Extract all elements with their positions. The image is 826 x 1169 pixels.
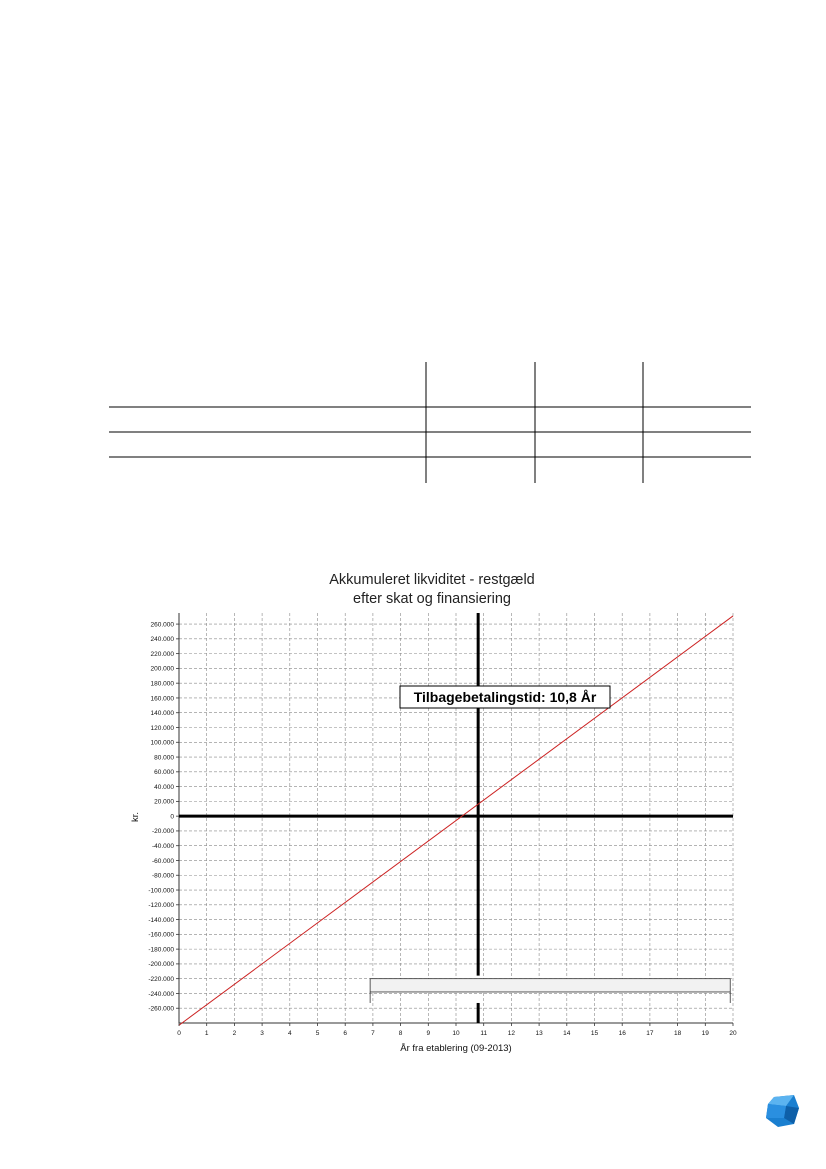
x-tick-label: 2 [232,1030,237,1037]
chart-title-line-2: efter skat og finansiering [353,591,511,607]
x-tick-label: 1 [204,1030,209,1037]
x-tick-label: 6 [343,1030,348,1037]
chart-annotation [400,686,610,708]
y-tick-label: -120.000 [148,902,174,910]
y-axis-label: kr. [130,811,141,823]
y-tick-label: 260.000 [150,621,174,629]
x-tick-label: 20 [729,1030,737,1037]
x-tick-label: 0 [177,1030,181,1037]
x-tick-label: 19 [701,1030,709,1037]
company-logo-icon [764,1094,800,1130]
legend-box [370,979,730,992]
chart-legend [370,979,730,1003]
chart-title-line-1: Akkumuleret likviditet - restgæld [329,572,535,588]
x-tick-label: 8 [398,1030,403,1037]
y-tick-label: 0 [170,813,174,821]
x-tick-label: 16 [618,1030,626,1037]
x-tick-label: 17 [646,1030,654,1037]
x-axis-label: År fra etablering (09-2013) [400,1043,512,1054]
y-tick-label: -140.000 [148,916,174,924]
payback-annotation-text: Tilbagebetalingstid: 10,8 År [413,689,597,705]
y-tick-label: 140.000 [150,710,174,718]
chart-tick-labels [148,621,737,1037]
y-tick-label: 20.000 [154,798,174,806]
y-tick-label: -160.000 [148,931,174,939]
y-tick-label: -260.000 [148,1005,174,1013]
y-tick-label: 60.000 [154,769,174,777]
y-tick-label: -100.000 [148,887,174,895]
x-tick-label: 7 [371,1030,375,1037]
y-tick-label: 100.000 [150,739,174,747]
x-tick-label: 11 [480,1030,488,1037]
x-tick-label: 14 [563,1030,571,1037]
x-tick-label: 13 [535,1030,543,1037]
y-tick-label: 120.000 [150,724,174,732]
y-tick-label: -200.000 [148,961,174,969]
x-tick-label: 3 [260,1030,264,1037]
y-tick-label: 200.000 [150,665,174,673]
y-tick-label: 40.000 [154,783,174,791]
y-tick-label: 240.000 [150,636,174,644]
y-tick-label: 160.000 [150,695,174,703]
x-tick-label: 10 [452,1030,460,1037]
y-tick-label: -240.000 [148,990,174,998]
x-tick-label: 18 [673,1030,682,1037]
y-tick-label: 180.000 [150,680,174,688]
y-tick-label: -80.000 [151,872,174,880]
chart-grid [179,613,733,1023]
x-tick-label: 15 [590,1030,599,1037]
x-tick-label: 4 [287,1030,292,1037]
y-tick-label: -20.000 [151,828,174,836]
y-tick-label: -60.000 [151,857,174,865]
y-tick-label: -220.000 [148,975,174,983]
x-tick-label: 9 [426,1030,431,1037]
y-tick-label: 220.000 [150,650,174,658]
x-tick-label: 5 [315,1030,320,1037]
y-tick-label: -180.000 [148,946,174,954]
x-tick-label: 12 [507,1030,516,1037]
y-tick-label: -40.000 [151,843,174,851]
y-tick-label: 80.000 [154,754,174,762]
